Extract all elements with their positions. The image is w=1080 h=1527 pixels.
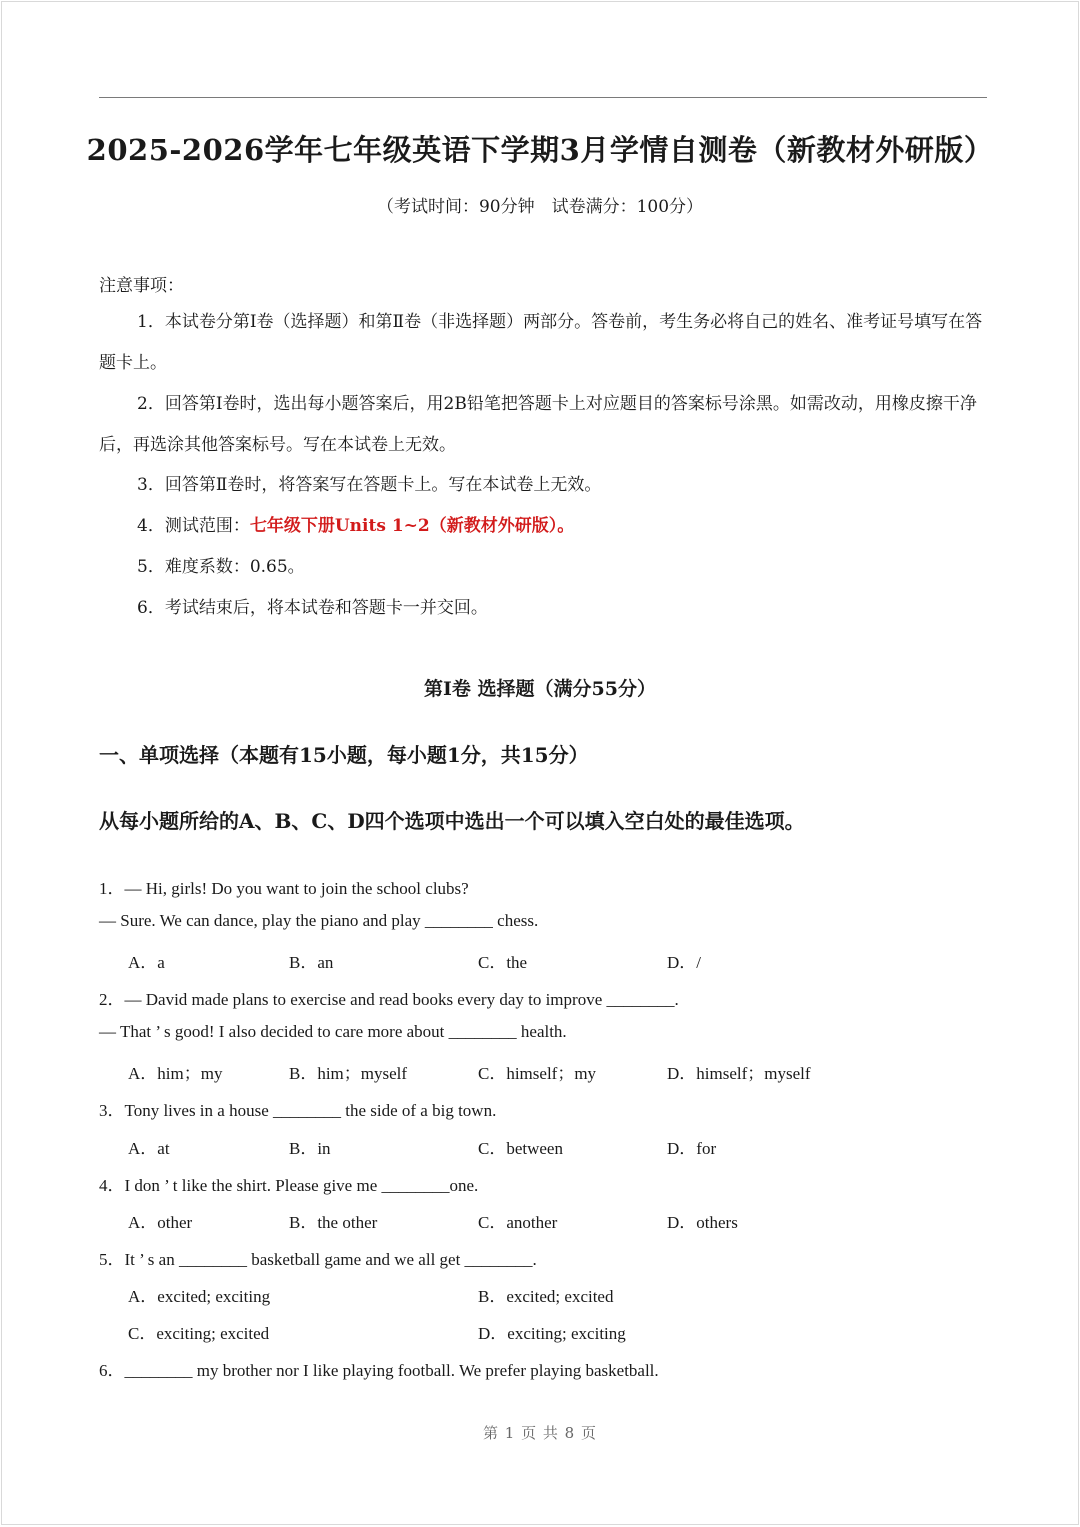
part-title: 一、单项选择（本题有15小题，每小题1分，共15分） (99, 743, 589, 767)
question-6-line-1: 6．________ my brother nor I like playing football. We prefer playing basketball. (99, 1361, 659, 1380)
question-1-option-d: D．/ (667, 953, 701, 972)
note-item-1: 1．本试卷分第Ⅰ卷（选择题）和第Ⅱ卷（非选择题）两部分。答卷前，考生务必将自己的姓名、准考证号填写在答题卡上。 (99, 312, 983, 373)
question-2-option-a: A．him；my (128, 1064, 223, 1083)
notes-heading: 注意事项： (99, 276, 184, 296)
question-2-option-c: C．himself；my (478, 1064, 597, 1083)
question-3-option-a: A．at (128, 1139, 170, 1158)
question-5-option-a: A．excited; exciting (128, 1287, 271, 1306)
note-item-4-label: 4．测试范围： (137, 516, 250, 536)
question-1-option-a: A．a (128, 953, 165, 972)
scope-highlight: 七年级下册Units 1~2（新教材外研版）。 (249, 516, 575, 536)
note-item-6: 6．考试结束后，将本试卷和答题卡一并交回。 (137, 598, 488, 618)
question-1-option-b: B．an (289, 953, 334, 972)
question-1-line-1: 1．— Hi, girls! Do you want to join the school clubs? (99, 879, 469, 898)
question-4-option-a: A．other (128, 1213, 193, 1232)
question-5-option-d: D．exciting; exciting (478, 1324, 626, 1343)
question-3-option-d: D．for (667, 1139, 717, 1158)
question-4-option-b: B．the other (289, 1213, 378, 1232)
question-4-option-c: C．another (478, 1213, 558, 1232)
note-item-4 (137, 506, 574, 547)
note-item-5: 5．难度系数：0.65。 (137, 557, 305, 577)
exam-info: （考试时间：90分钟 试卷满分：100分） (376, 197, 704, 217)
note-item-2: 2．回答第Ⅰ卷时，选出每小题答案后，用2B铅笔把答题卡上对应题目的答案标号涂黑。如需改动，用橡皮擦干净后，再选涂其他答案标号。写在本试卷上无效。 (99, 394, 977, 455)
question-5-line-1: 5．It ’ s an ________ basketball game and we all get ________. (99, 1250, 537, 1269)
instruction: 从每小题所给的A、B、C、D四个选项中选出一个可以填入空白处的最佳选项。 (99, 809, 805, 833)
question-4-line-1: 4．I don ’ t like the shirt. Please give me ________one. (99, 1176, 479, 1195)
question-2-option-b: B．him；myself (289, 1064, 408, 1083)
question-3-line-1: 3．Tony lives in a house ________ the side of a big town. (99, 1101, 497, 1120)
question-3-option-b: B．in (289, 1139, 331, 1158)
question-4-option-d: D．others (667, 1213, 738, 1232)
question-1-option-c: C．the (478, 953, 528, 972)
question-2-option-d: D．himself；myself (667, 1064, 811, 1083)
section-title: 第Ⅰ卷 选择题（满分55分） (424, 678, 656, 700)
question-5-option-b: B．excited; excited (478, 1287, 614, 1306)
question-1-line-2: — Sure. We can dance, play the piano and play ________ chess. (99, 911, 539, 930)
question-2-line-2: — That ’ s good! I also decided to care more about ________ health. (99, 1022, 567, 1041)
question-2-line-1: 2．— David made plans to exercise and read books every day to improve ________. (99, 990, 679, 1009)
page-title: 2025-2026学年七年级英语下学期3月学情自测卷（新教材外研版） (86, 133, 994, 167)
page-indicator: 第 1 页 共 8 页 (483, 1424, 597, 1442)
header-rule (99, 97, 987, 98)
question-5-option-c: C．exciting; excited (128, 1324, 270, 1343)
note-item-3: 3．回答第Ⅱ卷时，将答案写在答题卡上。写在本试卷上无效。 (137, 475, 602, 495)
exam-page (1, 1, 1079, 1525)
question-3-option-c: C．between (478, 1139, 563, 1158)
